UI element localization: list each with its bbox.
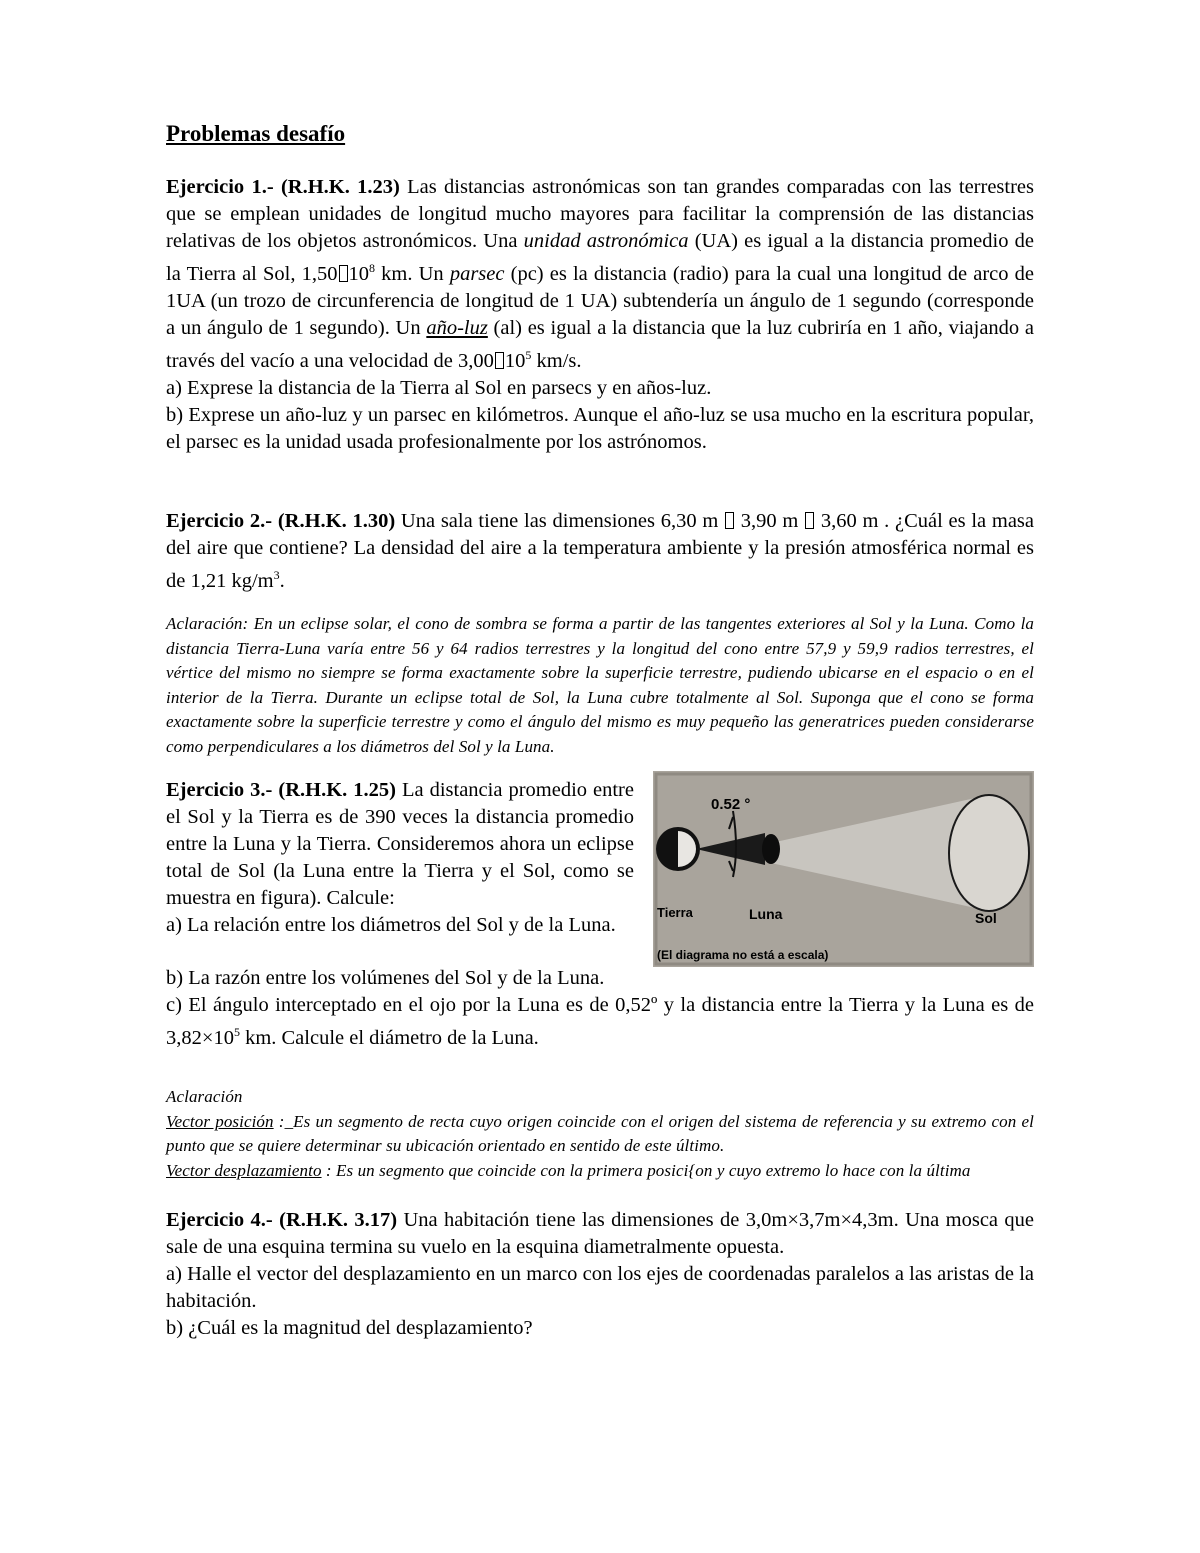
missing-glyph	[339, 265, 348, 282]
term-ano-luz: año-luz	[426, 316, 488, 339]
exercise-1-part-b: b) Exprese un año-luz y un parsec en kilómetros. Aunque el año-luz se usa mucho en la escritura popular, el parsec es la unidad usada profesionalmente por los astrónomos.	[166, 403, 1034, 453]
sun-circle	[949, 795, 1029, 911]
exercise-3-heading: Ejercicio 3.- (R.H.K. 1.25)	[166, 779, 396, 802]
exercise-1-part-a: a) Exprese la distancia de la Tierra al Sol en parsecs y en años-luz.	[166, 376, 712, 399]
label-luna: Luna	[749, 906, 783, 923]
label-sol: Sol	[975, 910, 997, 927]
clarification-eclipse: Aclaración: En un eclipse solar, el cono de sombra se forma a partir de las tangentes exteriores al Sol y la Luna. Como la distancia Tierra-Luna varía entre 56 y 64 radios terrestres y la longitud del cono entre 57,9 y 59,9 radios terrestres, el vértice del mismo no siempre se forma exactamente sobre la superficie terrestre, pudiendo ubicarse en el espacio o en el interior de la Tierra. Durante un eclipse total de Sol, la Luna cubre totalmente al Sol. Suponga que el cono se forma exactamente sobre la superficie terrestre y como el ángulo del mismo es muy pequeño las generatrices pueden considerarse como perpendiculares a los diámetros del Sol y la Luna.	[166, 614, 1034, 756]
exercise-3-statement: Ejercicio 3.- (R.H.K. 1.25) La distancia promedio entre el Sol y la Tierra es de 390 veces la distancia promedio entre la Luna y la Tierra. Consideremos ahora un eclipse total de Sol (la Luna entre la Tierra y el Sol, como se muestra en figura). Calcule:	[166, 779, 634, 910]
definition-vector-posicion: Vector posición :_Es un segmento de recta cuyo origen coincide con el origen del sistema de referencia y su extremo con el punto que se quiere determinar su ubicación orientado en sentido de este último.	[166, 1111, 1034, 1156]
clarification-vectors	[166, 1085, 1034, 1183]
angle-label: 0.52 °	[711, 796, 751, 814]
definition-vector-desplazamiento: Vector desplazamiento : Es un segmento que coincide con la primera posici{on y cuyo extremo lo hace con la última	[166, 1160, 971, 1180]
exercise-3-part-a: a) La relación entre los diámetros del Sol y de la Luna.	[166, 914, 616, 937]
exercise-1: Ejercicio 1.- (R.H.K. 1.23) Las distancias astronómicas son tan grandes comparadas con las terrestres que se emplean unidades de longitud mucho mayores para facilitar la comprensión de las distancias relativas de los objetos astronómicos. Una unidad astronómica (UA) es igual a la distancia promedio de la Tierra al Sol, 1,50 $10^8$ km. Un parsec (pc) es la distancia (radio) para la cual una longitud de arco de 1UA (un trozo de circunferencia de longitud de 1 UA) subtendería un ángulo de 1 segundo (corresponde a un ángulo de 1 segundo). Un año-luz (al) es igual a la distancia que la luz cubriría en 1 año, viajando a través del vacío a una velocidad de 3,00 $10^5$ km/s.	[166, 176, 1034, 372]
label-tierra: Tierra	[657, 905, 693, 921]
moon-circle	[762, 834, 780, 864]
diagram-caption: (El diagrama no está a escala)	[657, 948, 829, 963]
document-page	[166, 118, 1034, 1342]
exercise-4: Ejercicio 4.- (R.H.K. 3.17) Una habitación tiene las dimensiones de 3,0m×3,7m×4,3m. Una mosca que sale de una esquina termina su vuelo en la esquina diametralmente opuesta.	[166, 1209, 1034, 1259]
term-parsec: parsec	[449, 262, 505, 285]
exercise-1-heading: Ejercicio 1.- (R.H.K. 1.23)	[166, 176, 400, 198]
exercise-2: Ejercicio 2.- (R.H.K. 1.30) Una sala tiene las dimensiones 6,30 m 3,90 m 3,60 m . ¿Cuál es la masa del aire que contiene? La densidad del aire a la temperatura ambiente y la presión atmosférica normal es de 1,21 $kg/m^3$.	[166, 509, 1035, 592]
clarification-title: Aclaración	[166, 1087, 243, 1107]
eclipse-diagram-svg	[653, 771, 1034, 967]
exercise-4-part-b: b) ¿Cuál es la magnitud del desplazamiento?	[166, 1317, 533, 1340]
exercise-2-heading: Ejercicio 2.- (R.H.K. 1.30)	[166, 509, 396, 532]
missing-glyph	[725, 512, 734, 529]
exercise-3	[166, 777, 1034, 1050]
eclipse-diagram	[653, 771, 1034, 967]
term-unidad-astronomica: unidad astronómica	[523, 230, 689, 252]
exercise-4-part-a: a) Halle el vector del desplazamiento en un marco con los ejes de coordenadas paralelos a las aristas de la habitación.	[166, 1263, 1034, 1313]
exercise-3-part-b: b) La razón entre los volúmenes del Sol y de la Luna.	[166, 967, 605, 990]
page-title: Problemas desafío	[166, 121, 346, 146]
missing-glyph	[805, 512, 814, 529]
exercise-3-part-c: c) El ángulo interceptado en el ojo por la Luna es de 0,52º y la distancia entre la Tierra y la Luna es de $3,82\times 10^5$ km. Calcule el diámetro de la Luna.	[166, 994, 1034, 1050]
exercise-4-heading: Ejercicio 4.- (R.H.K. 3.17)	[166, 1209, 398, 1232]
missing-glyph	[495, 352, 504, 369]
